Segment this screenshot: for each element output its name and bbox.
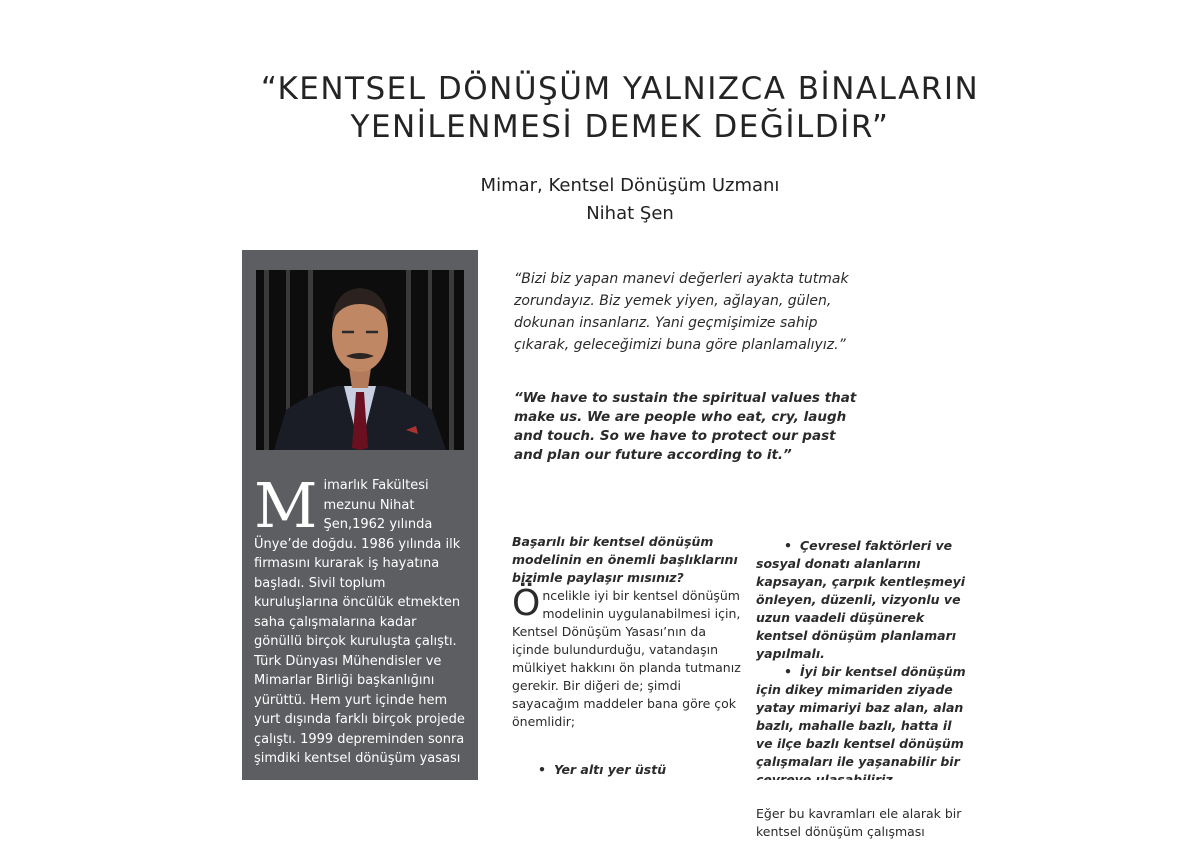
title-line-2: YENİLENMESİ DEMEK DEĞİLDİR” [350,109,890,145]
bullet-item: • Çevresel faktörleri ve sosyal donatı alanlarını kapsayan, çarpık kentleşmeyi önleyen, düzenli, vizyonlu ve uzun vaadeli düşünerek kentsel dönüşüm planlamarı yapılmalı. [756,537,971,663]
bullet-item: • Yer altı yer üstü [512,761,742,797]
answer-body: ncelikle iyi bir kentsel dönüşüm modelinin uygulanabilmesi için, Kentsel Dönüşüm Yasası’nın da içinde bulundurduğu, vatandaşın mülkiyet hakkını ön planda tutmanız gerekir. Bir diğeri de; şimdi sayacağım maddeler bana göre çok önemlidir; [512,588,741,729]
bio-dropcap: M [254,469,318,542]
article-title [190,70,1050,146]
portrait-illustration [256,270,464,450]
bio-line-3: Şen,1962 yılında [323,517,433,532]
author-role: Mimar, Kentsel Dönüşüm Uzmanı [480,175,780,196]
bio-text [254,469,468,769]
bio-line-2: mezunu Nihat [323,497,415,513]
bio-body: Ünye’de doğdu. 1986 yılında ilk firmasını kurarak iş hayatına başladı. Sivil toplum kuruluşlarına öncülük etmekten saha çalışmalarına kadar gönüllü birçok kuruluşta çalıştı. Türk Dünyası Mühendisler ve Mimarlar Birliği başkanlığını yürüttü. Hem yurt içinde hem yurt dışında farklı birçok projede çalıştı. 1999 depreminden sonra şimdiki kentsel dönüşüm yasası [254,536,465,766]
page-crop-edge [0,780,1200,800]
bullet-item: • İyi bir kentsel dönüşüm için dikey mimariden ziyade yatay mimariyi baz alan, alan bazlı, mahalle bazlı, hatta il ve ilçe bazlı kentsel dönüşüm çalışmaları ile yaşanabilir bir [756,663,971,789]
bio-line-1: imarlık Fakültesi [323,478,429,493]
article-subtitle [330,172,930,228]
bio-sidebar [242,250,478,780]
interview-column-1 [512,533,742,797]
answer-dropcap: Ö [512,583,541,624]
interview-question: Başarılı bir kentsel dönüşüm modelinin en önemli başlıklarını bizimle paylaşır mısınız? [512,534,738,585]
answer-paragraph [512,583,742,731]
portrait-photo [256,270,464,450]
quote-turkish: “Bizi biz yapan manevi değerleri ayakta tutmak zorundayız. Biz yemek yiyen, ağlayan, gülen, dokunan insanlarız. Yani geçmişimize sahip çıkarak, geleceğimizi buna göre planlamalıyız.” [514,271,849,353]
title-line-1: “KENTSEL DÖNÜŞÜM YALNIZCA BİNALARIN [260,71,980,107]
body-paragraph: Eğer bu kavramları ele alarak bir kentsel dönüşüm çalışması [756,806,962,839]
quote-english: “We have to sustain the spiritual values that make us. We are people who eat, cry, laugh and touch. So we have to protect our past and plan our future according to it.” [514,390,857,463]
author-name: Nihat Şen [586,203,674,224]
